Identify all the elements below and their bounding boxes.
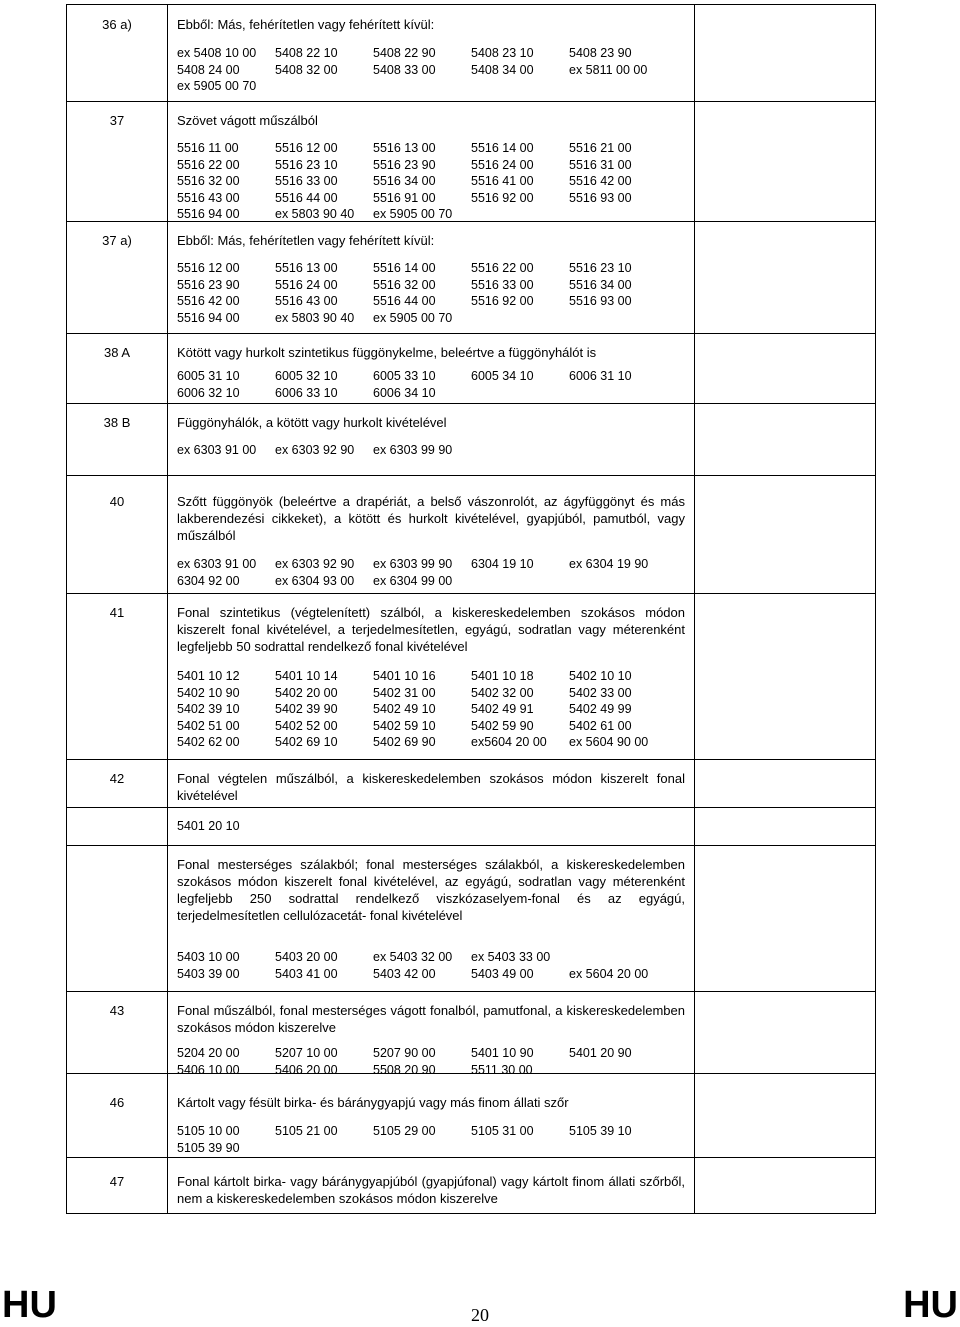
row-description: Fonal mesterséges szálakból; fonal mesterséges szálakból, a kiskereskedelemben szokásos módon kiszerelt fonal kivételével, az egyágú, sodratlan vagy méterenként legfeljebb 250 sodrattal rendelkező viszkózaselyem-fonal és az egyágú, terjedelmesítetlen cellulózacetát- fonal kivételével [177,857,685,923]
tariff-code: 5402 69 10 [275,735,338,749]
code-list [177,368,697,401]
tariff-code: ex 5604 90 00 [569,735,649,749]
tariff-code: 5402 49 91 [471,702,534,716]
tariff-code: 5516 22 00 [471,261,534,275]
tariff-code: 5516 23 10 [569,261,632,275]
tariff-code: ex 5403 32 00 [373,950,453,964]
code-line [177,78,697,95]
tariff-code: ex 6303 91 00 [177,443,257,457]
tariff-code: ex 6303 92 90 [275,443,355,457]
tariff-code: 5516 92 00 [471,190,534,205]
tariff-code: 6005 33 10 [373,369,436,383]
code-line [177,385,697,402]
code-line [177,260,697,277]
tariff-code: 5402 10 10 [569,669,632,683]
tariff-code: 5516 33 00 [275,174,338,188]
code-line [177,62,697,79]
code-list [177,668,697,751]
tariff-code: 5516 12 00 [275,141,338,155]
tariff-code: 5402 59 90 [471,718,534,733]
code-line [177,966,697,983]
tariff-code: 5516 32 00 [177,174,240,188]
tariff-code: 5516 23 90 [373,157,436,172]
tariff-code: 5403 42 00 [373,966,436,981]
tariff-code: 5403 41 00 [275,966,338,981]
tariff-code: 5402 33 00 [569,685,632,700]
row-description: Ebből: Más, fehérítetlen vagy fehérített kívül: [177,17,435,32]
tariff-code: 6006 32 10 [177,385,240,400]
tariff-code: 5401 10 90 [471,1046,534,1060]
table-row [67,991,875,1077]
tariff-code: 6005 31 10 [177,369,240,383]
tariff-code: 5516 13 00 [373,141,436,155]
tariff-code: 5516 41 00 [471,174,534,188]
table-row [67,403,875,476]
tariff-code: 5516 93 00 [569,190,632,205]
tariff-code: 5516 33 00 [471,277,534,292]
tariff-code: 5401 20 10 [177,819,240,833]
tariff-code: 5401 10 18 [471,669,534,683]
row-number: 43 [109,1003,125,1018]
tariff-code: 5408 33 00 [373,62,436,77]
tariff-code: 5516 92 00 [471,294,534,308]
tariff-code: ex 5803 90 40 [275,207,355,221]
tariff-code: 6005 32 10 [275,369,338,383]
code-list [177,140,697,223]
tariff-code: 5516 32 00 [373,277,436,292]
tariff-code: 5105 39 90 [177,1140,240,1155]
row-number: 38 B [103,415,131,430]
tariff-code: 5516 44 00 [373,294,436,308]
code-list [177,260,697,326]
code-list [177,1123,697,1156]
tariff-code: 6006 31 10 [569,369,632,383]
page-number: 20 [471,1305,489,1325]
table-row [67,759,875,808]
code-line [177,293,697,310]
code-line [177,573,697,590]
tariff-code: 5403 39 00 [177,966,240,981]
tariff-code: ex 5905 00 70 [373,207,453,221]
tariff-code: 5403 20 00 [275,950,338,964]
tariff-code: 5408 32 00 [275,62,338,77]
row-number: 41 [109,605,125,620]
code-line [177,734,697,751]
row-description: Fonal szintetikus (végtelenített) szálból, a kiskereskedelemben szokásos módon kiszerelt fonal kivételével, a terjedelmesítetlen, egyágú, sodratlan vagy méterenként legfeljebb 50 sodrattal rendelkező fonal kivételével [177,605,685,654]
code-line [177,701,697,718]
code-line [177,368,697,385]
tariff-code: ex5604 20 00 [471,735,547,749]
tariff-code: ex 6304 19 90 [569,557,649,571]
tariff-code: 5516 11 00 [177,141,239,155]
tariff-code: ex 5905 00 70 [177,79,257,93]
tariff-code: 5402 59 10 [373,718,436,733]
tariff-code: 5516 34 00 [569,277,632,292]
row-number: 40 [109,494,125,509]
row-number: 37 a) [102,233,132,248]
tariff-code: 5516 44 00 [275,190,338,205]
tariff-code: 6304 92 00 [177,573,240,588]
tariff-code: 5516 91 00 [373,190,436,205]
tariff-code: ex 5811 00 00 [569,62,648,77]
tariff-code: 5408 22 90 [373,46,436,60]
row-description: Fonal kártolt birka- vagy báránygyapjúból (gyapjúfonal) vagy kártolt finom állati szőrből, nem a kiskereskedelemben szokásos módon kiszerelve [177,1174,685,1206]
row-number: 36 a) [102,17,132,32]
tariff-code: 5408 24 00 [177,62,240,77]
tariff-code: 5508 20 90 [373,1062,436,1077]
tariff-code: ex 5403 33 00 [471,950,551,964]
row-description: Kötött vagy hurkolt szintetikus függönykelme, beleértve a függönyhálót is [177,345,597,360]
table-row [67,221,875,334]
code-line [177,818,697,835]
table-row [67,333,875,404]
row-description: Fonal műszálból, fonal mesterséges vágott fonalból, pamutfonal, a kiskereskedelemben szokásos módon kiszerelve [177,1003,685,1035]
tariff-code: 5403 10 00 [177,950,240,964]
table-row [67,1073,875,1158]
tariff-code: ex 6303 92 90 [275,557,355,571]
tariff-code: 5516 13 00 [275,261,338,275]
table-row [67,845,875,992]
tariff-code: 5207 90 00 [373,1046,436,1060]
code-line [177,310,697,327]
table-row [67,593,875,760]
tariff-table [66,4,876,1214]
tariff-code: 5516 21 00 [569,141,632,155]
code-line [177,1140,697,1157]
code-line [177,277,697,294]
tariff-code: ex 5905 00 70 [373,310,453,325]
row-description: Függönyhálók, a kötött vagy hurkolt kivételével [177,415,447,430]
tariff-code: 5516 22 00 [177,157,240,172]
row-number: 47 [109,1174,125,1189]
tariff-code: 5402 52 00 [275,718,338,733]
tariff-code: ex 6304 93 00 [275,573,355,588]
tariff-code: 5516 94 00 [177,207,240,221]
tariff-code: ex 5604 20 00 [569,966,649,981]
tariff-code: 5207 10 00 [275,1046,338,1060]
tariff-code: ex 5408 10 00 [177,46,257,60]
tariff-code: 5401 10 16 [373,669,436,683]
code-list [177,818,697,835]
tariff-code: ex 6303 91 00 [177,557,257,571]
tariff-code: 5516 42 00 [177,294,240,308]
tariff-code: 5516 12 00 [177,261,240,275]
table-row [67,1157,875,1216]
row-number: 38 A [103,345,131,360]
tariff-code: 5516 24 00 [275,277,338,292]
tariff-code: 5402 62 00 [177,735,240,749]
row-number: 37 [109,113,125,128]
code-list [177,556,697,589]
tariff-code: 5511 30 00 [471,1062,533,1077]
tariff-code: 6304 19 10 [471,557,534,571]
tariff-code: 5105 10 00 [177,1124,240,1138]
tariff-code: 5105 21 00 [275,1124,338,1138]
code-line [177,556,697,573]
tariff-code: 5105 31 00 [471,1124,534,1138]
tariff-code: 5402 49 99 [569,702,632,716]
tariff-code: 5516 14 00 [373,261,436,275]
tariff-code: 5408 34 00 [471,62,534,77]
tariff-code: 5204 20 00 [177,1046,240,1060]
code-line [177,685,697,702]
tariff-code: 5402 20 00 [275,685,338,700]
tariff-code: 5516 94 00 [177,310,240,325]
code-line [177,190,697,207]
tariff-code: 5516 14 00 [471,141,534,155]
code-list [177,45,697,95]
code-line [177,442,697,459]
tariff-code: 5402 69 90 [373,735,436,749]
tariff-code: 5516 23 90 [177,277,240,292]
row-number: 42 [109,771,125,786]
tariff-code: 5516 24 00 [471,157,534,172]
tariff-code: 5401 10 12 [177,669,240,683]
tariff-code: 5516 43 00 [275,294,338,308]
row-description: Szövet vágott műszálból [177,113,318,128]
tariff-code: 5402 49 10 [373,702,436,716]
code-line [177,157,697,174]
tariff-code: 5516 23 10 [275,157,338,172]
row-description: Fonal végtelen műszálból, a kiskereskedelemben szokásos módon kiszerelt fonal kivételével [177,771,685,803]
tariff-code: 5402 51 00 [177,718,240,733]
tariff-code: 5406 20 00 [275,1062,338,1077]
row-description: Kártolt vagy fésült birka- és báránygyapjú vagy más finom állati szőr [177,1095,569,1110]
tariff-code: ex 6303 99 90 [373,443,453,457]
tariff-code: 5516 42 00 [569,174,632,188]
tariff-code: 5408 23 90 [569,46,632,60]
tariff-code: 6005 34 10 [471,369,534,383]
tariff-code: 5408 23 10 [471,46,534,60]
tariff-code: 5516 31 00 [569,157,632,172]
table-row [67,807,875,846]
tariff-code: 5402 31 00 [373,685,436,700]
row-number: 46 [109,1095,125,1110]
code-line [177,1045,697,1062]
tariff-code: ex 6303 99 90 [373,557,453,571]
code-line [177,949,697,966]
tariff-code: 5402 61 00 [569,718,632,733]
tariff-code: 5105 39 10 [569,1124,632,1138]
tariff-code: 6006 33 10 [275,385,338,400]
code-list [177,949,697,982]
tariff-code: ex 6304 99 00 [373,573,453,588]
table-row [67,5,875,101]
tariff-code: 5401 20 90 [569,1046,632,1060]
code-line [177,140,697,157]
tariff-code: 5402 10 90 [177,685,240,700]
footer-country-left: HU [2,1284,57,1326]
tariff-code: 5516 43 00 [177,190,240,205]
table-body [67,5,875,1213]
code-line [177,668,697,685]
tariff-code: 5516 93 00 [569,294,632,308]
code-line [177,718,697,735]
code-line [177,1123,697,1140]
footer-country-right: HU [903,1284,958,1326]
tariff-code: 5402 39 10 [177,702,240,716]
code-line [177,45,697,62]
code-line [177,173,697,190]
tariff-code: 5406 10 00 [177,1062,240,1077]
tariff-code: 5105 29 00 [373,1124,436,1138]
tariff-code: 5402 39 90 [275,702,338,716]
code-list [177,442,697,459]
tariff-code: 5401 10 14 [275,669,338,683]
tariff-code: ex 5803 90 40 [275,310,355,325]
tariff-code: 5408 22 10 [275,46,338,60]
tariff-code: 5403 49 00 [471,966,534,981]
tariff-code: 5516 34 00 [373,174,436,188]
tariff-code: 6006 34 10 [373,385,436,400]
row-description: Ebből: Más, fehérítetlen vagy fehérített kívül: [177,233,435,248]
row-description: Szőtt függönyök (beleértve a drapériát, a belső vászonrolót, az ágyfüggönyt és más lakberendezési cikkeket), a kötött és hurkolt kivételével, gyapjúból, pamutból, vagy műszálból [177,494,685,543]
table-row [67,475,875,594]
table-row [67,101,875,222]
tariff-code: 5402 32 00 [471,685,534,700]
